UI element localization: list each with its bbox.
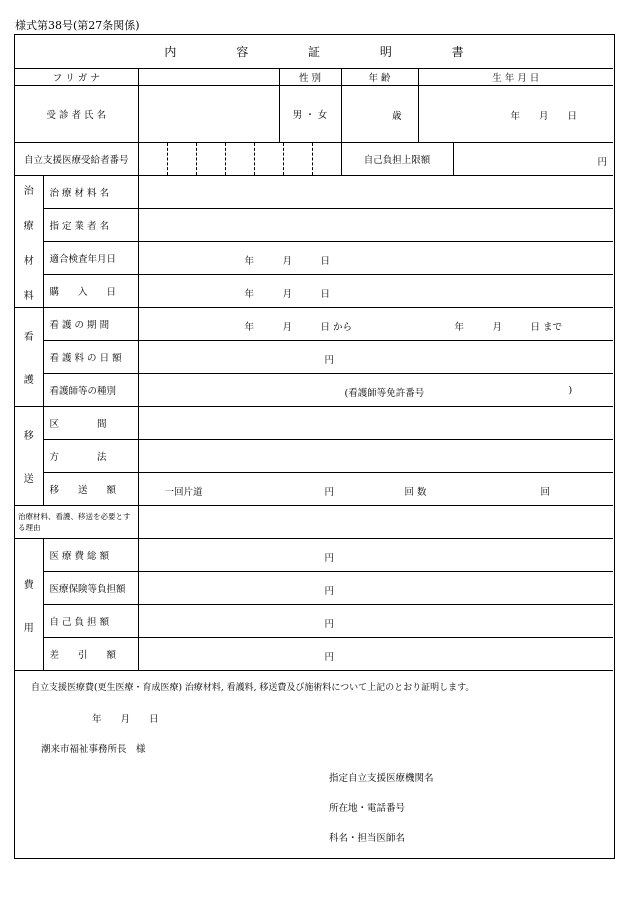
- section-field[interactable]: [138, 407, 613, 440]
- birthdate-format: 年 月 日: [510, 111, 578, 122]
- daily-fee-field[interactable]: [138, 341, 613, 374]
- recipient-number-field[interactable]: [138, 143, 341, 176]
- recipient-number-label: 自立支援医療受給者番号: [15, 143, 138, 176]
- one-way-label: 一回片道: [164, 487, 203, 498]
- transport-fee-field[interactable]: [138, 473, 613, 506]
- count-label: 回 数: [404, 487, 427, 498]
- sex-header: 性 別: [279, 69, 341, 86]
- period-to: 年 月 日 まで: [454, 322, 563, 333]
- section-label: 区 間: [43, 407, 138, 440]
- purchase-date-label: 購 入 日: [43, 275, 138, 308]
- cost-group-label: 費 用: [15, 539, 43, 671]
- diff-cost-field[interactable]: [138, 638, 613, 671]
- vendor-field[interactable]: [138, 209, 613, 242]
- nursing-period-field[interactable]: [138, 308, 613, 341]
- self-cost-label: 自 己 負 担 額: [43, 605, 138, 638]
- age-unit: 歳: [391, 111, 402, 122]
- transport-fee-unit: 円: [324, 487, 335, 498]
- diff-cost-unit: 円: [324, 652, 335, 663]
- document-title: 内 容 証 明 書: [15, 35, 613, 69]
- vendor-label: 指 定 業 者 名: [43, 209, 138, 242]
- form-caption: 様式第38号(第27条関係): [15, 19, 140, 32]
- furigana-field[interactable]: [138, 69, 279, 86]
- doctor-label: 科名・担当医師名: [329, 833, 406, 844]
- certificate-form: [14, 34, 615, 859]
- total-cost-unit: 円: [324, 553, 335, 564]
- limit-unit: 円: [597, 157, 608, 168]
- method-field[interactable]: [138, 440, 613, 473]
- insurance-cost-field[interactable]: [138, 572, 613, 605]
- purchase-date-format: 年 月 日: [244, 289, 331, 300]
- license-number-label: (看護師等免許番号: [344, 388, 425, 399]
- birthdate-header: 生 年 月 日: [418, 69, 613, 86]
- total-cost-field[interactable]: [138, 539, 613, 572]
- reason-field[interactable]: [138, 506, 613, 539]
- nurse-type-field[interactable]: [138, 374, 613, 407]
- certification-statement: 自立支援医療費(更生医療・育成医療) 治療材料, 看護料, 移送費及び施術料について上記のとおり証明します。: [31, 683, 475, 693]
- nursing-period-label: 看 護 の 期 間: [43, 308, 138, 341]
- material-name-field[interactable]: [138, 176, 613, 209]
- sex-options[interactable]: 男 ・ 女: [279, 86, 341, 143]
- treatment-group-label: 治 療 材 料: [15, 176, 43, 308]
- patient-name-label: 受 診 者 氏 名: [15, 86, 138, 143]
- diff-cost-label: 差 引 額: [43, 638, 138, 671]
- form-table: [15, 35, 613, 671]
- insurance-cost-label: 医療保険等負担額: [43, 572, 138, 605]
- self-cost-field[interactable]: [138, 605, 613, 638]
- institution-name-label: 指定自立支援医療機関名: [329, 773, 434, 784]
- nurse-type-label: 看護師等の種別: [43, 374, 138, 407]
- limit-label: 自己負担上限額: [341, 143, 453, 176]
- total-cost-label: 医 療 費 総 額: [43, 539, 138, 572]
- patient-name-field[interactable]: [138, 86, 279, 143]
- transport-group-label: 移 送: [15, 407, 43, 506]
- age-header: 年 齢: [341, 69, 418, 86]
- inspection-date-field[interactable]: [138, 242, 613, 275]
- material-name-label: 治 療 材 料 名: [43, 176, 138, 209]
- furigana-label: フ リ ガ ナ: [15, 69, 138, 86]
- birthdate-field[interactable]: [418, 86, 613, 143]
- transport-fee-label: 移 送 額: [43, 473, 138, 506]
- self-cost-unit: 円: [324, 619, 335, 630]
- nursing-group-label: 看 護: [15, 308, 43, 407]
- daily-fee-label: 看 護 料 の 日 額: [43, 341, 138, 374]
- address-phone-label: 所在地・電話番号: [329, 803, 406, 814]
- count-unit: 回: [540, 487, 551, 498]
- purchase-date-field[interactable]: [138, 275, 613, 308]
- inspection-date-format: 年 月 日: [244, 256, 331, 267]
- addressee: 潮来市福祉事務所長 様: [41, 744, 146, 755]
- license-close-paren: ): [568, 385, 573, 396]
- inspection-date-label: 適合検査年月日: [43, 242, 138, 275]
- certification-date: 年 月 日: [92, 714, 159, 725]
- age-field[interactable]: [341, 86, 418, 143]
- insurance-cost-unit: 円: [324, 586, 335, 597]
- limit-field[interactable]: [453, 143, 613, 176]
- daily-fee-unit: 円: [324, 355, 335, 366]
- reason-label: 治療材料、看護、移送を必要とする理由: [15, 506, 138, 539]
- period-from: 年 月 日 から: [244, 322, 353, 333]
- method-label: 方 法: [43, 440, 138, 473]
